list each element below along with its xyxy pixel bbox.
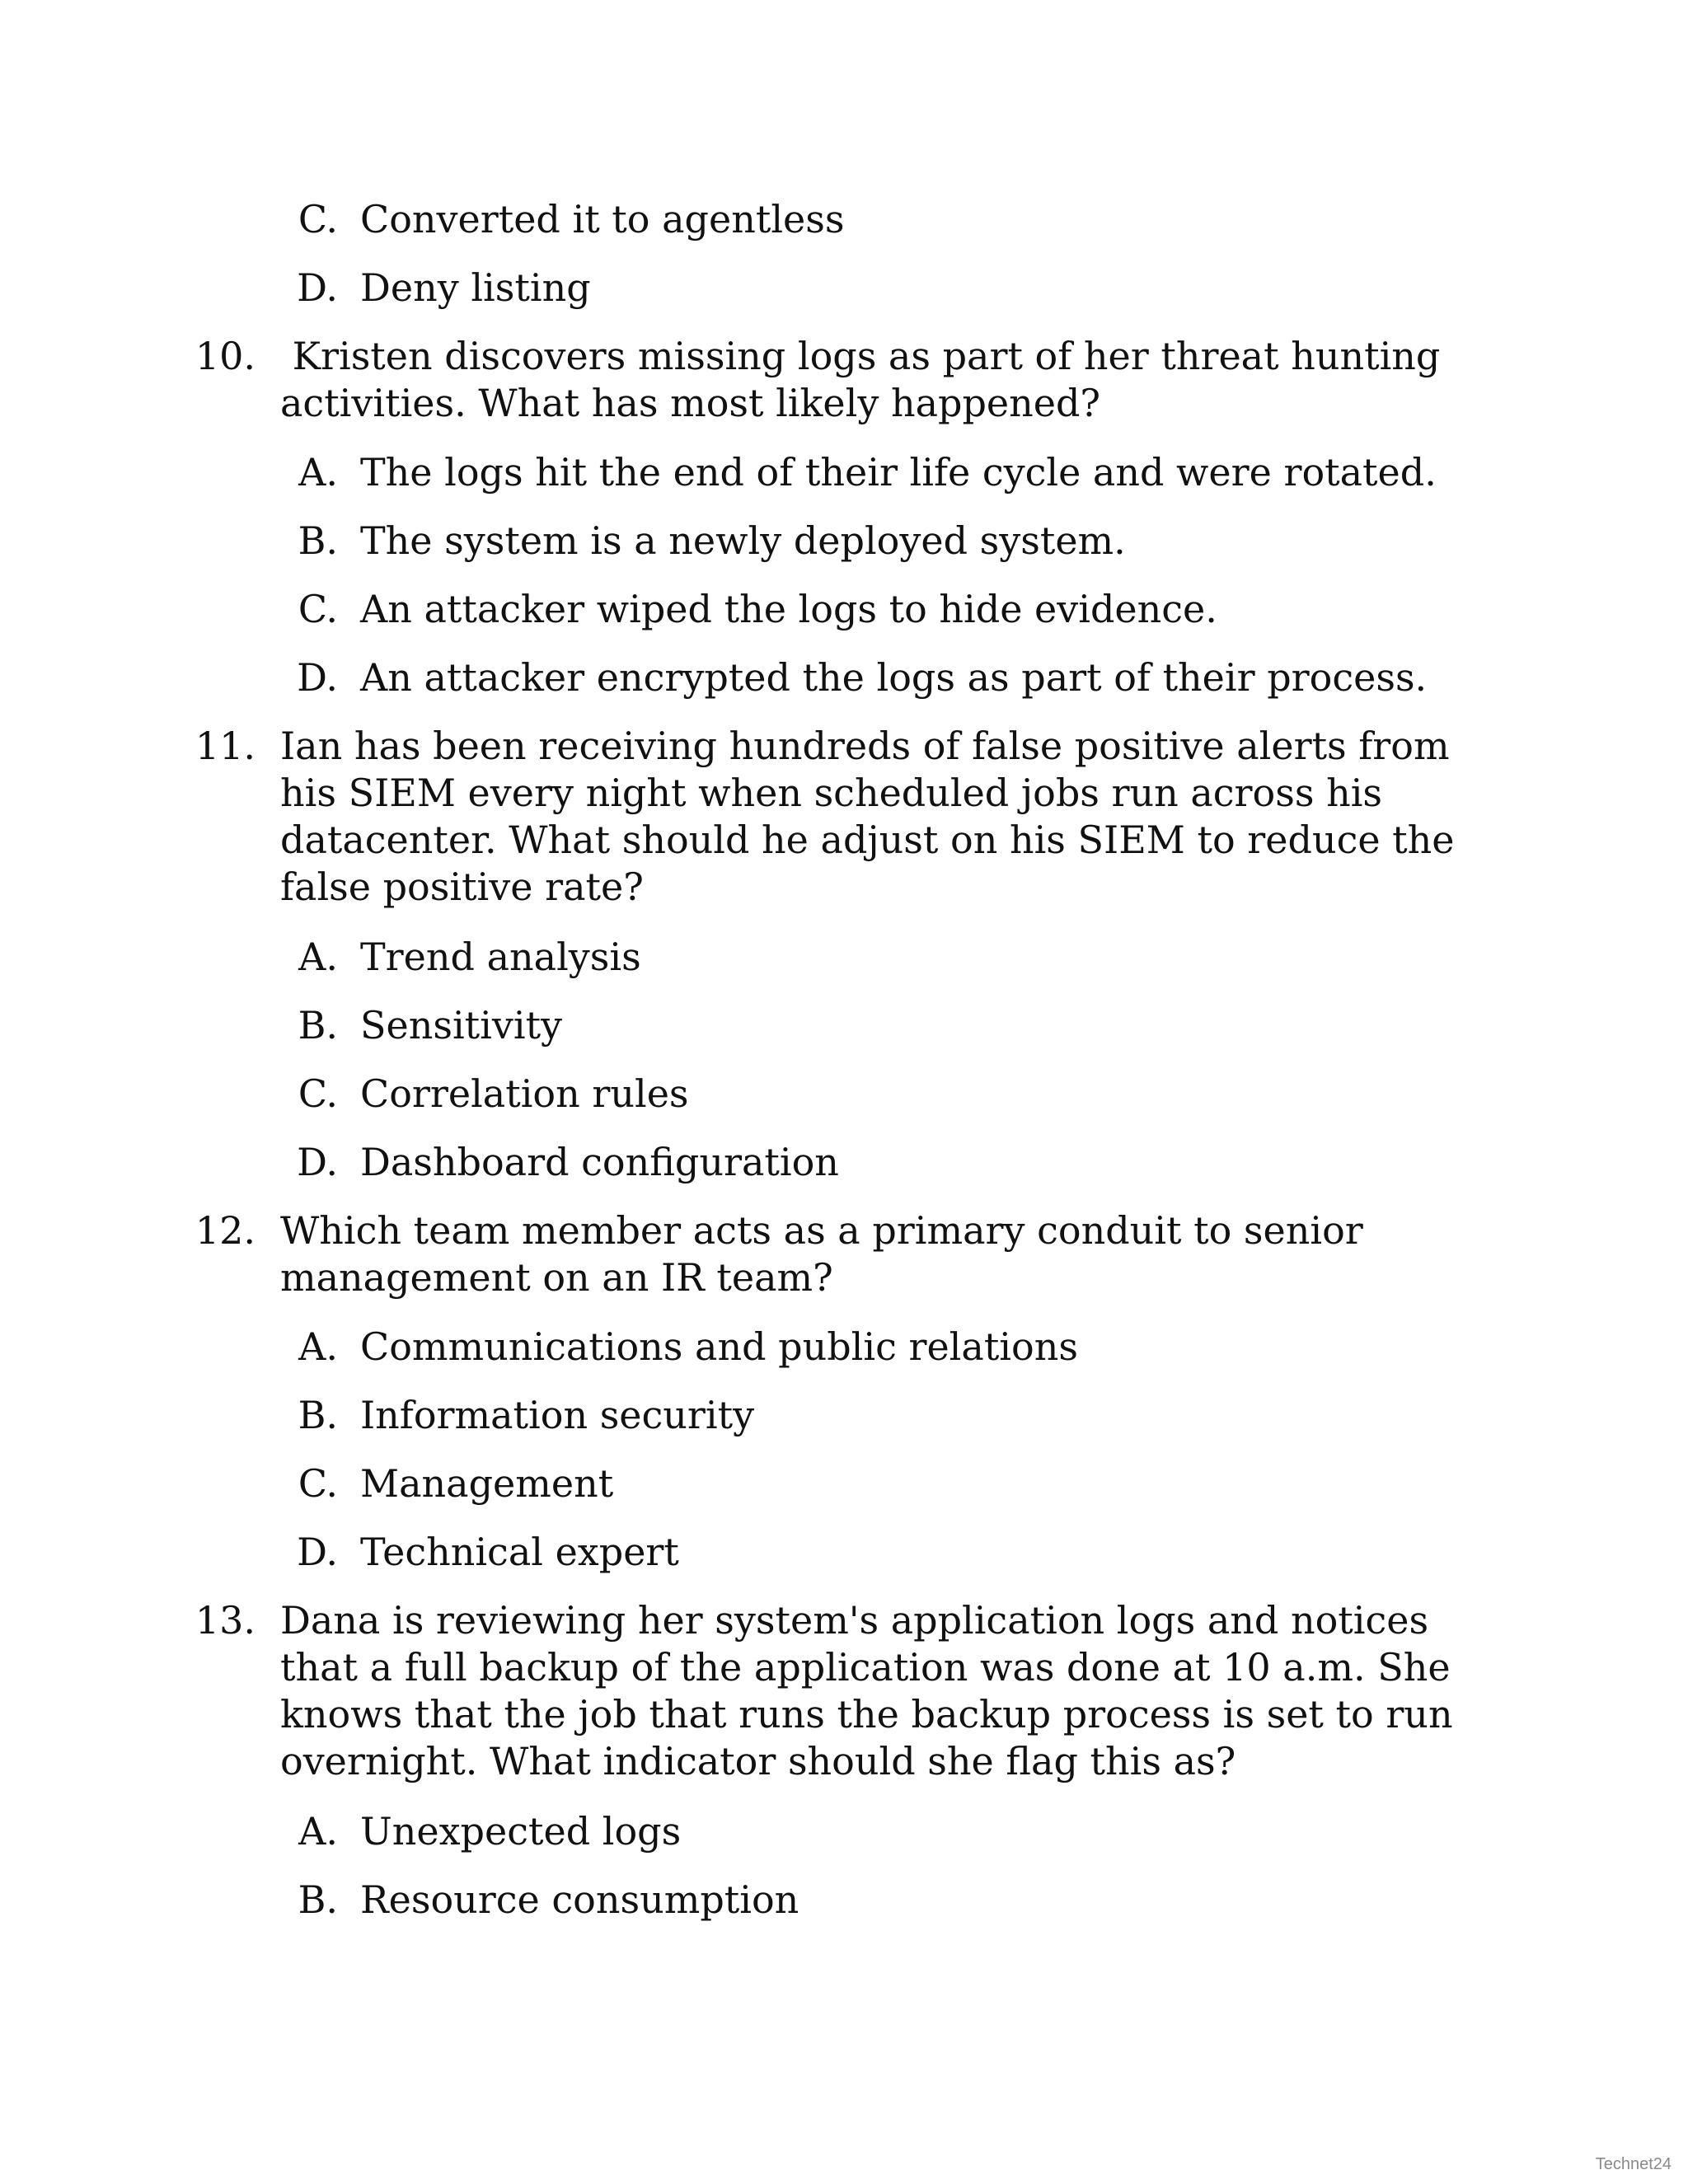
watermark-text: Technet24 [1595,2155,1672,2173]
option-letter: A. [298,450,338,494]
option-letter: C. [298,1071,338,1116]
question-text: Dana is reviewing her system's application logs and notices that a full backup of the application was done at 10 a.m. She knows that the job that runs the backup process is set to run overnight. What indicator should she flag this as? [280,1598,1453,1783]
option-letter: A. [298,935,338,979]
option-text: Technical expert [360,1530,679,1574]
option-text: An attacker wiped the logs to hide evidence. [360,587,1217,631]
option-text: Correlation rules [360,1071,689,1116]
option-letter: C. [298,197,338,241]
option-text: The system is a newly deployed system. [360,518,1126,563]
option-letter: D. [297,265,338,310]
option-text: Sensitivity [360,1003,563,1047]
option-letter: B. [298,1877,338,1922]
option-text: An attacker encrypted the logs as part of their process. [360,655,1428,700]
option-letter: B. [298,1393,338,1437]
question-number: 11. [195,724,256,768]
option-letter: D. [297,1140,338,1184]
option-text: Trend analysis [360,935,641,979]
option-text: Information security [360,1393,755,1437]
option-letter: A. [298,1324,338,1369]
option-letter: B. [298,518,338,563]
option-text: Dashboard configuration [360,1140,839,1184]
option-text: Communications and public relations [360,1324,1078,1369]
question-number: 12. [195,1208,256,1253]
question-number: 13. [195,1598,256,1643]
option-letter: B. [298,1003,338,1047]
question-number: 10. [195,334,256,378]
option-text: Management [360,1461,614,1506]
option-text: Resource consumption [360,1877,799,1922]
option-letter: D. [297,655,338,700]
question-text: Ian has been receiving hundreds of false positive alerts from his SIEM every night when scheduled jobs run across his datacenter. What should he adjust on his SIEM to reduce the false positive rate? [280,724,1455,909]
option-text: Converted it to agentless [360,197,845,241]
question-text: Which team member acts as a primary conduit to senior management on an IR team? [280,1208,1363,1300]
option-letter: D. [297,1530,338,1574]
option-letter: A. [298,1809,338,1854]
option-text: Deny listing [360,265,591,310]
question-text: Kristen discovers missing logs as part of her threat hunting activities. What has most likely happened? [280,334,1452,425]
option-letter: C. [298,587,338,631]
option-text: Unexpected logs [360,1809,682,1854]
option-text: The logs hit the end of their life cycle and were rotated. [360,450,1437,494]
option-letter: C. [298,1461,338,1506]
